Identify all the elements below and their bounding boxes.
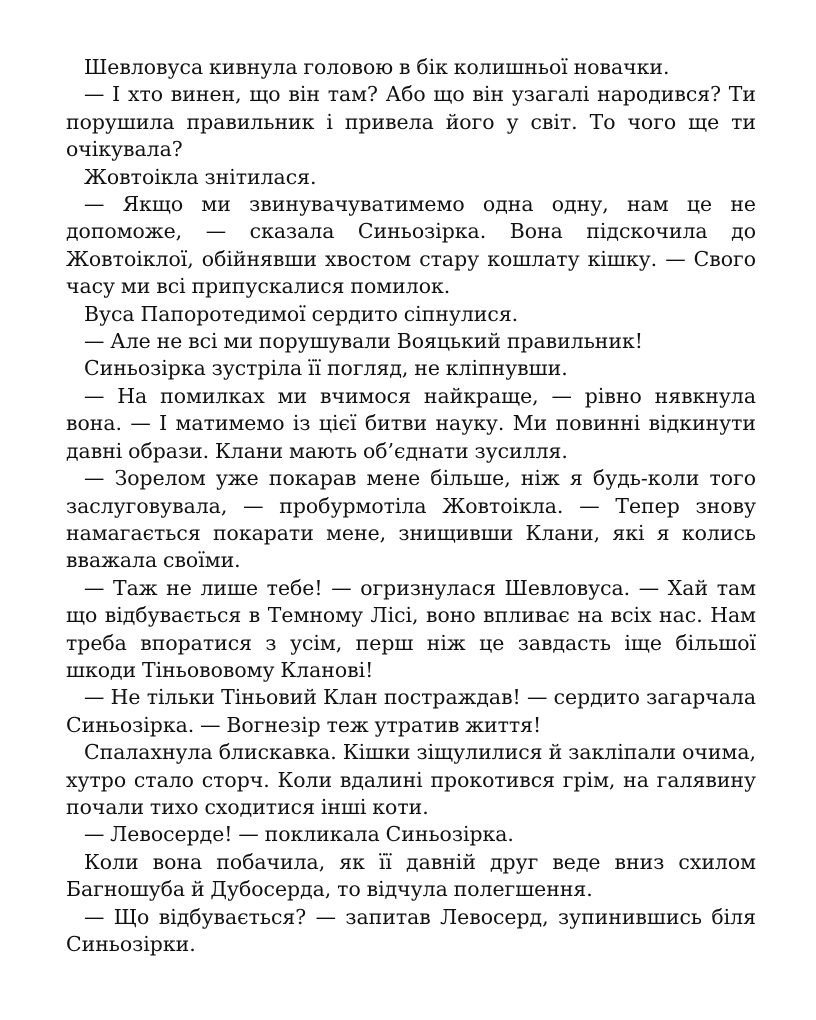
paragraph: Синьозірка зустріла її погляд, не кліпнувши. (84, 356, 568, 381)
paragraph: — Зорелом уже покарав мене більше, ніж я будь-коли того заслуговувала, — пробурмотіла Жовтоікла. — Тепер знову намагається покарати мене, знищивши Клани, які я колись вважала своїми. (66, 466, 756, 573)
book-page (66, 54, 756, 958)
paragraph: — Не тільки Тіньовий Клан постраждав! — сердито загарчала Синьозірка. — Вогнезір теж утратив життя! (66, 685, 756, 737)
paragraph: Спалахнула блискавка. Кішки зіщулилися й закліпали очима, хутро стало сторч. Коли вдалині прокотився грім, на галявину почали тихо сходитися інші коти. (66, 740, 756, 819)
paragraph: Коли вона побачила, як її давній друг веде вниз схилом Багношуба й Дубосерда, то відчула полегшення. (66, 849, 756, 902)
paragraph: — Що відбувається? — запитав Левосерд, зупинившись біля Синьозірки. (66, 904, 756, 956)
paragraph: — І хто винен, що він там? Або що він узагалі народився? Ти порушила правильник і привела його у світ. То чого ще ти очікувала? (66, 82, 756, 162)
paragraph: Жовтоікла знітилася. (84, 164, 317, 189)
paragraph: — Таж не лише тебе! — огризнулася Шевловуса. — Хай там що відбувається в Темному Лісі, воно впливає на всіх нас. Нам треба впоратися з усім, перш ніж це завдасть іще більшої шкоди Тіньововому Кланові! (66, 575, 756, 682)
paragraph: — Але не всі ми порушували Вояцький правильник! (84, 329, 643, 354)
paragraph: Вуса Папоротедимої сердито сіпнулися. (84, 301, 519, 326)
paragraph: — Левосерде! — покликала Синьозірка. (84, 822, 514, 847)
paragraph: — На помилках ми вчимося найкраще, — рівно нявкнула вона. — І матимемо із цієї битви науку. Ми повинні відкинути давні образи. Клани мають об’єднати зусилля. (66, 383, 756, 463)
paragraph: — Якщо ми звинувачуватимемо одна одну, нам це не допоможе, — сказала Синьозірка. Вона підскочила до Жовтоіклої, обійнявши хвостом стару кошлату кішку. — Свого часу ми всі припускалися помилок. (66, 192, 756, 299)
paragraph: Шевловуса кивнула головою в бік колишньої новачки. (84, 55, 670, 79)
